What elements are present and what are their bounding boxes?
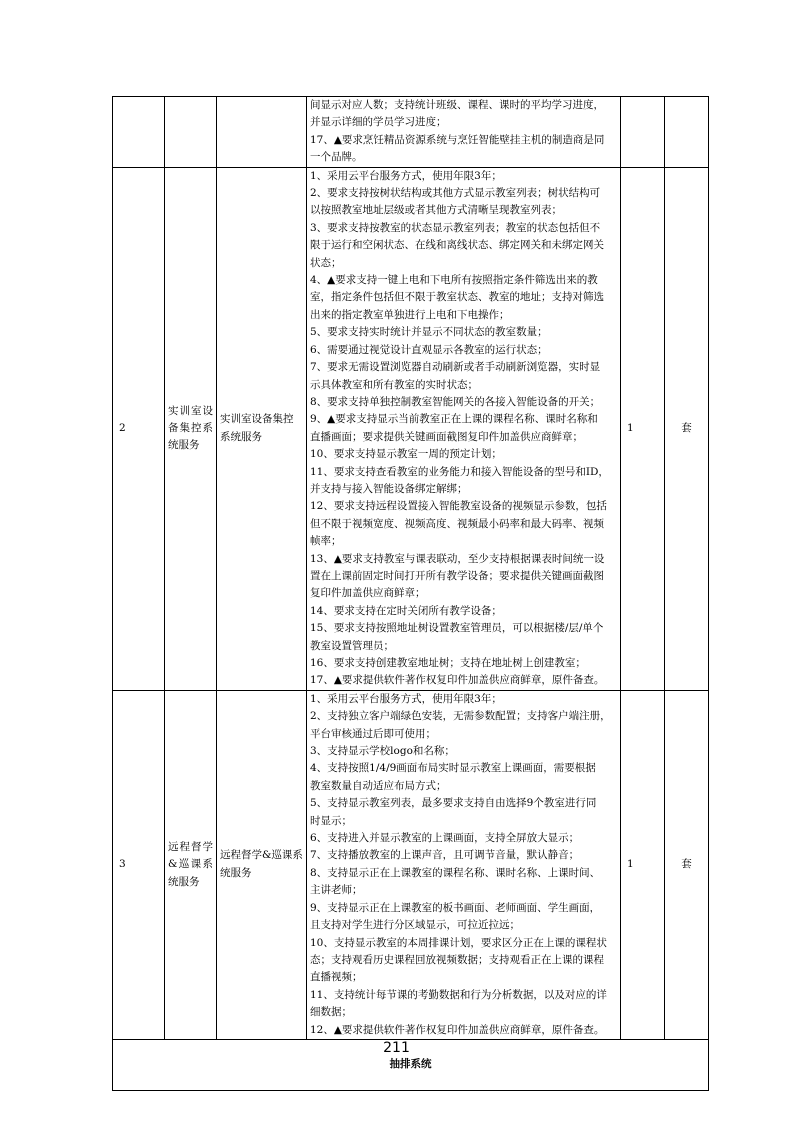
- requirement-line: 一个品牌。: [310, 151, 363, 164]
- requirement-line: 7、要求无需设置浏览器自动刷新或者手动刷新浏览器，实时显: [310, 361, 601, 374]
- requirement-line: 限于运行和空闲状态、在线和离线状态、绑定网关和未绑定网关: [310, 239, 604, 252]
- requirement-line: 主讲老师；: [310, 884, 363, 897]
- requirement-line: 态；支持观看历史课程回放视频数据；支持观看正在上课的课程: [310, 953, 604, 966]
- requirement-line: 5、要求支持实时统计并显示不同状态的教室数量；: [310, 326, 548, 339]
- cell-name-empty: [165, 97, 217, 168]
- requirement-line: 11、支持统计每节课的考勤数据和行为分析数据，以及对应的详: [310, 988, 607, 1001]
- requirement-line: 8、要求支持单独控制教室智能网关的各接入智能设备的开关；: [310, 395, 601, 408]
- requirement-line: 14、要求支持在定时关闭所有教学设备；: [310, 604, 502, 617]
- item-service: 实训室设备集控系统服务: [217, 167, 307, 690]
- item-unit: 套: [665, 690, 709, 1039]
- requirement-line: 1、采用云平台服务方式，使用年限3年；: [310, 169, 502, 182]
- requirement-line: 4、支持按照1/4/9画面布局实时显示教室上课画面，需要根据: [310, 762, 596, 775]
- requirement-line: 16、要求支持创建教室地址树；支持在地址树上创建教室；: [310, 657, 586, 669]
- requirement-line: 直播画面；要求提供关键画面截图复印件加盖供应商鲜章；: [310, 430, 583, 443]
- requirement-line: 1、采用云平台服务方式，使用年限3年；: [310, 692, 502, 705]
- requirement-line: 复印件加盖供应商鲜章；: [310, 587, 426, 600]
- requirement-line: 3、支持显示学校logo和名称；: [310, 745, 455, 758]
- item-name: 实训室设备集控系统服务: [165, 167, 217, 690]
- page-number: 211: [383, 1040, 410, 1056]
- requirement-line: 17、▲要求烹饪精品资源系统与烹饪智能壁挂主机的制造商是同: [310, 133, 605, 146]
- requirement-line: 6、支持进入并显示教室的上课画面，支持全屏放大显示；: [310, 832, 580, 845]
- requirement-line: 4、▲要求支持一键上电和下电所有按照指定条件筛选出来的教: [310, 274, 598, 287]
- requirement-line: 10、要求支持显示教室一周的预定计划；: [310, 448, 502, 461]
- requirement-line: 时显示；: [310, 814, 352, 827]
- requirement-line: 室，指定条件包括但不限于教室状态、教室的地址；支持对筛选: [310, 291, 604, 304]
- requirement-line: 帧率；: [310, 535, 342, 548]
- requirement-line: 出来的指定教室单独进行上电和下电操作；: [310, 308, 510, 321]
- requirement-line: 5、支持显示教室列表，最多要求支持自由选择9个教室进行同: [310, 797, 597, 810]
- item-service: 远程督学&巡课系统服务: [217, 690, 307, 1039]
- requirement-line: 但不限于视频宽度、视频高度、视频最小码率和最大码率、视频: [310, 517, 604, 530]
- requirement-line: 间显示对应人数；支持统计班级、课程、课时的平均学习进度，: [310, 99, 604, 111]
- cell-qty-empty: [621, 97, 665, 168]
- requirement-line: 并显示详细的学员学习进度；: [310, 116, 447, 129]
- section-title: 抽排系统: [113, 1039, 709, 1090]
- item-name: 远程督学&巡课系统服务: [165, 690, 217, 1039]
- requirement-line: 状态；: [310, 256, 342, 269]
- item-number: 2: [113, 167, 165, 690]
- requirement-line: 教室设置管理员；: [310, 639, 394, 652]
- requirement-line: 示具体教室和所有教室的实时状态；: [310, 378, 478, 391]
- table-row-item-3: [113, 690, 709, 1039]
- cell-no-empty: [113, 97, 165, 168]
- requirement-line: 3、要求支持按教室的状态显示教室列表；教室的状态包括但不: [310, 221, 601, 234]
- requirement-line: 12、要求支持远程设置接入智能教室设备的视频显示参数，包括: [310, 500, 607, 513]
- item-quantity: 1: [621, 690, 665, 1039]
- cell-sub-empty: [217, 97, 307, 168]
- table-row-continued: [113, 97, 709, 168]
- requirement-line: 细数据；: [310, 1006, 352, 1019]
- item-quantity: 1: [621, 167, 665, 690]
- item-unit: 套: [665, 167, 709, 690]
- item-number: 3: [113, 690, 165, 1039]
- cell-unit-empty: [665, 97, 709, 168]
- requirement-line: 置在上课前固定时间打开所有教学设备；要求提供关键画面截图: [310, 569, 604, 582]
- requirement-line: 直播视频；: [310, 971, 363, 984]
- requirement-line: 并支持与接入智能设备绑定解绑；: [310, 482, 468, 495]
- requirements-cell: [307, 97, 621, 168]
- requirement-line: 8、支持显示正在上课教室的课程名称、课时名称、上课时间、: [310, 866, 601, 879]
- requirements-cell: [307, 690, 621, 1039]
- requirement-line: 9、▲要求支持显示当前教室正在上课的课程名称、课时名称和: [310, 413, 598, 426]
- requirement-line: 15、要求支持按照地址树设置教室管理员，可以根据楼/层/单个: [310, 622, 604, 635]
- requirement-line: 7、支持播放教室的上课声音，且可调节音量，默认静音；: [310, 849, 580, 862]
- table-row-item-2: [113, 167, 709, 690]
- requirement-line: 9、支持显示正在上课教室的板书画面、老师画面、学生画面，: [310, 901, 601, 914]
- requirement-line: 13、▲要求支持教室与课表联动，至少支持根据课表时间统一设: [310, 552, 605, 565]
- requirement-line: 10、支持显示教室的本周排课计划，要求区分正在上课的课程状: [310, 936, 607, 949]
- requirement-line: 平台审核通过后即可使用；: [310, 727, 436, 740]
- requirement-line: 6、需要通过视觉设计直观显示各教室的运行状态；: [310, 343, 548, 356]
- requirement-line: 2、支持独立客户端绿色安装，无需参数配置；支持客户端注册，: [310, 710, 611, 723]
- requirement-line: 12、▲要求提供软件著作权复印件加盖供应商鲜章，原件备查。: [310, 1023, 605, 1036]
- spec-table: [112, 96, 709, 1091]
- requirement-line: 以按照教室地址层级或者其他方式清晰呈现教室列表；: [310, 204, 562, 217]
- requirement-line: 且支持对学生进行分区域显示，可拉近拉远；: [310, 919, 520, 932]
- requirements-cell: [307, 167, 621, 690]
- requirement-line: 17、▲要求提供软件著作权复印件加盖供应商鲜章，原件备查。: [310, 674, 605, 687]
- requirement-line: 教室数量自动适应布局方式；: [310, 779, 447, 792]
- requirement-line: 2、要求支持按树状结构或其他方式显示教室列表；树状结构可: [310, 187, 601, 200]
- requirement-line: 11、要求支持查看教室的业务能力和接入智能设备的型号和ID，: [310, 465, 609, 478]
